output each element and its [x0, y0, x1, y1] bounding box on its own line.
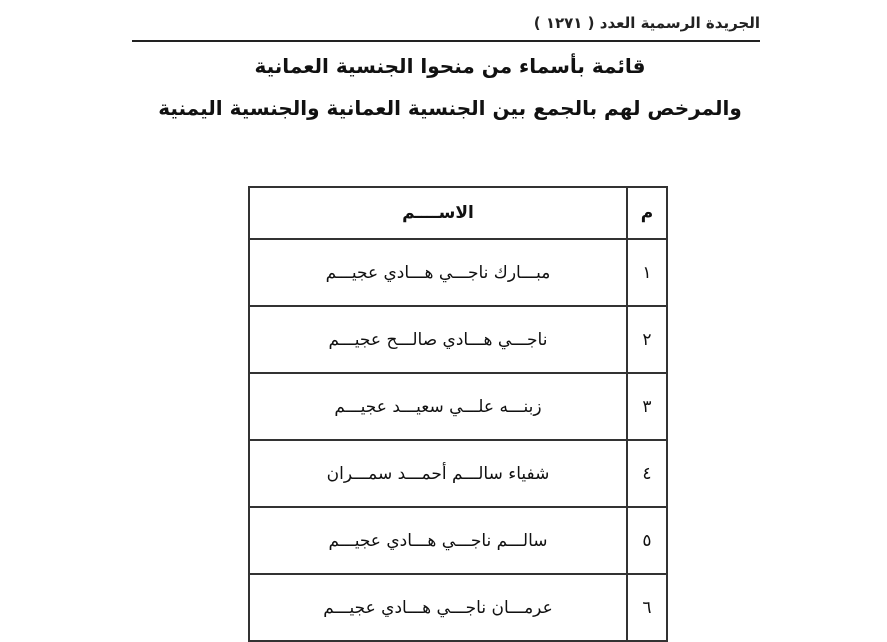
- names-table: [248, 186, 668, 642]
- table-row: [249, 440, 667, 507]
- row-name: مبـــارك ناجـــي هـــادي عجيـــم: [249, 239, 627, 306]
- row-name: زبنـــه علـــي سعيـــد عجيـــم: [249, 373, 627, 440]
- gazette-header: [132, 10, 760, 42]
- table-row: [249, 239, 667, 306]
- document-title-line-1: قائمة بأسماء من منحوا الجنسية العمانية: [254, 54, 646, 78]
- row-name: سالـــم ناجـــي هـــادي عجيـــم: [249, 507, 627, 574]
- table-row: [249, 574, 667, 641]
- column-header-number: م: [627, 187, 667, 239]
- row-number: ٤: [627, 440, 667, 507]
- table-row: [249, 306, 667, 373]
- gazette-header-text: الجريدة الرسمية العدد ( ١٢٧١ ): [533, 14, 760, 32]
- row-name: عرمـــان ناجـــي هـــادي عجيـــم: [249, 574, 627, 641]
- row-name: شفياء سالـــم أحمـــد سمـــران: [249, 440, 627, 507]
- column-header-name: الاســــم: [249, 187, 627, 239]
- row-name: ناجـــي هـــادي صالـــح عجيـــم: [249, 306, 627, 373]
- row-number: ١: [627, 239, 667, 306]
- row-number: ٥: [627, 507, 667, 574]
- table-row: [249, 373, 667, 440]
- document-title-line-2: والمرخص لهم بالجمع بين الجنسية العمانية والجنسية اليمنية: [158, 96, 742, 120]
- table-header-row: [249, 187, 667, 239]
- row-number: ٣: [627, 373, 667, 440]
- row-number: ٦: [627, 574, 667, 641]
- row-number: ٢: [627, 306, 667, 373]
- table-row: [249, 507, 667, 574]
